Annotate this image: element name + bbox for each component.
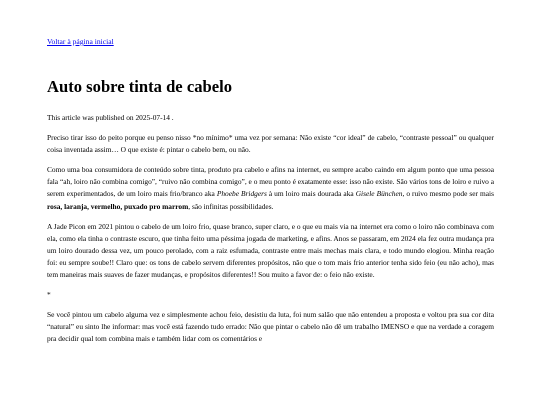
paragraph-2 (47, 164, 494, 212)
paragraph-1: Preciso tirar isso do peito porque eu penso nisso *no mínimo* uma vez por semana: Não existe “cor ideal” de cabelo, “contraste pessoal” ou qualquer coisa inventada assim… O que existe é: pintar o cabelo bem, ou não. (47, 133, 494, 155)
publish-date: This article was published on 2025-07-14 . (47, 113, 174, 122)
paragraph-4: Se você pintou um cabelo alguma vez e simplesmente achou feio, desistiu da luta, foi num salão que não entendeu a proposta e voltou pra sua cor dita “natural” eu sinto lhe informar: mas você está fazendo tudo errado: Não que pintar o cabelo não dê um trabalho IMENSO e que na verdade a coragem pra decidir qual tom combina mais e também lidar com os comentários e (47, 310, 494, 344)
page-title: Auto sobre tinta de cabelo (47, 77, 232, 96)
bold-color-list: rosa, laranja, vermelho, puxado pro marrom (47, 201, 189, 211)
back-to-home-link[interactable]: Voltar à página inicial (47, 37, 114, 46)
emphasis-gisele-bunchen: Gisele Bünchen (355, 189, 403, 199)
article-body (47, 112, 494, 354)
paragraph-2-text-2: à um loiro mais dourada aka (266, 189, 356, 199)
paragraph-2-text-3: , o ruivo mesmo pode ser mais (402, 189, 494, 199)
paragraph-3: A Jade Picon em 2021 pintou o cabelo de um loiro frio, quase branco, super claro, e o que eu mais via na internet era como o loiro não combinava com ela, como ela tinha o contraste escuro, que tinha feito uma péssima jogada de marketing, e afins. Anos se passaram, em 2024 ela fez outra mudança pra um loiro dourado dessa vez, um pouco perolado, com a raiz esfumada, contraste entre mais mechas mais clara, e todo mundo elogiou. Minha reação foi: eu sempre soube!! Claro que: os tons de cabelo servem diferentes propósitos, não que o tom mais frio anterior tenha sido feio (eu não acho), mas tem maneiras mais suaves de fazer mudanças, e propósitos diferentes!! Sou muito a favor de: o feio não existe. (47, 221, 494, 280)
paragraph-2-text-4: , são infinitas possibilidades. (188, 201, 274, 211)
paragraph-2-text-1: Como uma boa consumidora de conteúdo sobre tinta, produto pra cabelo e afins na internet, eu sempre acabo caindo em algum ponto que uma pessoa fala “ah, loiro não combina comigo”, “ruivo não combina comigo”, e o meu ponto é exatamente esse: isso não existe. São vários tons de loiro e ruivo a serem experimentados, de um loiro mais frio/branco aka (47, 165, 494, 199)
section-separator: * (47, 290, 51, 300)
emphasis-phoebe-bridgers: Phoebe Bridgers (216, 189, 267, 199)
